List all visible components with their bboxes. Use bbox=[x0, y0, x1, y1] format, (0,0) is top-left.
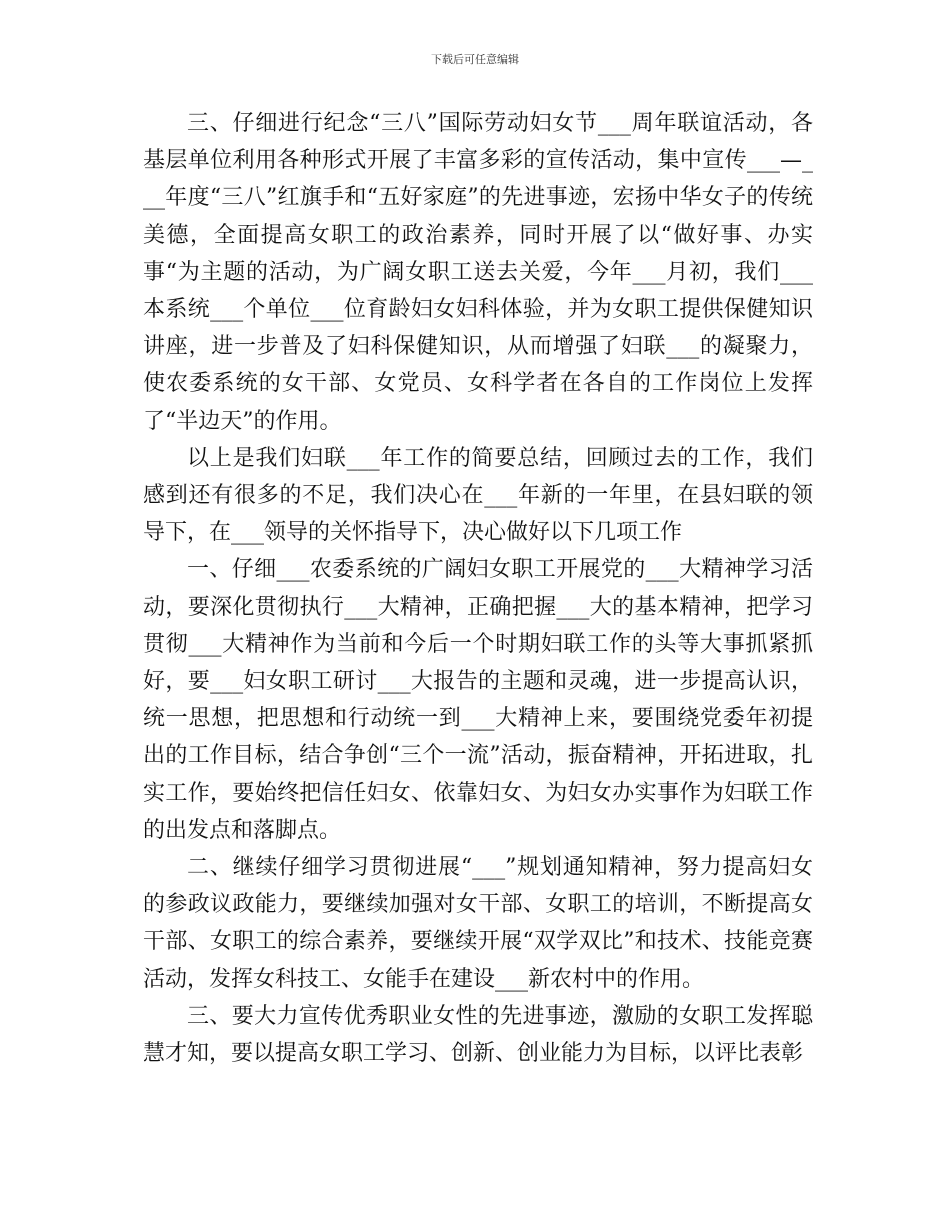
paragraph-task-one: 一、仔细___农委系统的广阔妇女职工开展党的___大精神学习活动，要深化贯彻执行___大精神，正确把握___大的基本精神，把学习贯彻___大精神作为当前和今后一个时期妇联工作的头等大事抓紧抓好，要___妇女职工研讨___大报告的主题和灵魂，进一步提高认识，统一思想，把思想和行动统一到___大精神上来，要围绕党委年初提出的工作目标，结合争创“三个一流”活动，振奋精神，开拓进取，扎实工作，要始终把信任妇女、依靠妇女、为妇女办实事作为妇联工作的出发点和落脚点。 bbox=[143, 557, 813, 843]
page-header: 下载后可任意编辑 bbox=[431, 53, 519, 66]
paragraph-women-day-activities: 三、仔细进行纪念“三八”国际劳动妇女节___周年联谊活动，各基层单位利用各种形式开展了丰富多彩的宣传活动，集中宣传___—___年度“三八”红旗手和“五好家庭”的先进事迹，宏扬中华女子的传统美德，全面提高女职工的政治素养，同时开展了以“做好事、办实事“为主题的活动，为广阔女职工送去关爱，今年___月初，我们___本系统___个单位___位育龄妇女妇科体验，并为女职工提供保健知识讲座，进一步普及了妇科保健知识，从而增强了妇联___的凝聚力，使农委系统的女干部、女党员、女科学者在各自的工作岗位上发挥了“半边天”的作用。 bbox=[143, 111, 813, 434]
document-body bbox=[143, 105, 813, 1072]
paragraph-task-three: 三、要大力宣传优秀职业女性的先进事迹，激励的女职工发挥聪慧才知，要以提高女职工学习、创新、创业能力为目标，以评比表彰 bbox=[143, 1003, 813, 1067]
paragraph-summary: 以上是我们妇联___年工作的简要总结，回顾过去的工作，我们感到还有很多的不足，我们决心在___年新的一年里，在县妇联的领导下，在___领导的关怀指导下，决心做好以下几项工作 bbox=[143, 445, 813, 546]
paragraph-task-two: 二、继续仔细学习贯彻进展“___”规划通知精神，努力提高妇女的参政议政能力，要继续加强对女干部、女职工的培训，不断提高女干部、女职工的综合素养，要继续开展“双学双比”和技术、技能竞赛活动，发挥女科技工、女能手在建设___新农村中的作用。 bbox=[143, 855, 813, 992]
